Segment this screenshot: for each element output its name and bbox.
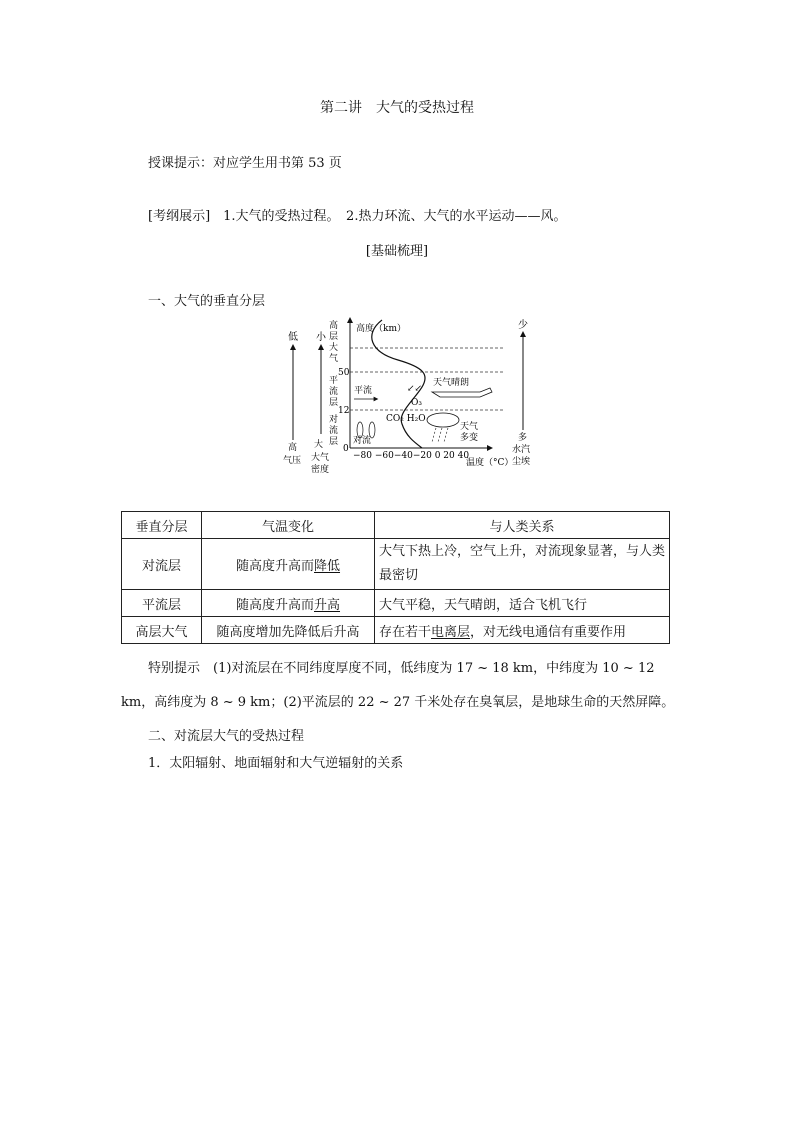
sun-rays-icon: ↙↙ — [407, 384, 423, 394]
syllabus-outline: [考纲展示] 1.大气的受热过程。 2.热力环流、大气的水平运动——风。 — [148, 209, 567, 224]
density-label-1: 大气 — [311, 453, 330, 463]
relation-underlined: 电离层 — [431, 624, 471, 640]
cell-layer: 对流层 — [122, 539, 202, 590]
x-axis-label: 温度（°C） — [466, 458, 514, 468]
layer-high-1: 高 — [329, 321, 339, 331]
layer-trop-1: 对 — [329, 415, 339, 425]
cell-temp — [202, 590, 375, 617]
tick-12: 12 — [338, 406, 350, 416]
label-sunny: 天气晴朗 — [433, 378, 470, 388]
layer-high-4: 气 — [329, 354, 339, 364]
density-large: 大 — [314, 440, 324, 450]
layer-high-3: 大 — [329, 343, 339, 353]
vapor-less: 少 — [518, 320, 528, 331]
special-note-line2: km，高纬度为 8 ~ 9 km；(2)平流层的 22 ~ 27 千米处存在臭氧层，是地球生命的天然屏障。 — [121, 695, 675, 710]
layer-high-2: 层 — [329, 332, 339, 342]
table-row — [122, 590, 670, 617]
rain-icon-2 — [438, 428, 442, 442]
rain-icon — [432, 428, 436, 442]
header-relation: 与人类关系 — [375, 512, 670, 539]
density-small: 小 — [316, 332, 326, 343]
label-pingliu: 平流 — [354, 386, 373, 396]
pressure-label: 气压 — [283, 456, 302, 466]
header-layer: 垂直分层 — [122, 512, 202, 539]
convection-icon-2 — [369, 422, 375, 438]
density-label-2: 密度 — [311, 465, 330, 475]
layer-strat-2: 流 — [329, 387, 339, 397]
atmosphere-layers-diagram — [280, 312, 540, 477]
label-co2-h2o: CO₂ H₂O — [386, 414, 426, 424]
cell-temp: 随高度增加先降低后升高 — [202, 617, 375, 644]
table-row — [122, 617, 670, 644]
y-axis-label: 高度（km） — [356, 324, 406, 334]
pressure-high: 高 — [288, 443, 298, 453]
header-temp: 气温变化 — [202, 512, 375, 539]
cell-relation — [375, 617, 670, 644]
airplane-icon — [432, 388, 492, 397]
x-ticks: −80 −60−40−20 0 20 40 — [353, 451, 470, 461]
relation-text-2: ，对无线电通信有重要作用 — [470, 624, 627, 640]
relation-text: 存在若干 — [379, 624, 432, 640]
cell-relation: 大气下热上冷，空气上升，对流现象显著，与人类最密切 — [375, 539, 670, 590]
tick-50: 50 — [338, 368, 350, 378]
heading-heating-process: 二、对流层大气的受热过程 — [148, 729, 305, 744]
cloud-icon — [427, 413, 459, 427]
label-weather-1: 天气 — [460, 422, 479, 432]
vapor-label-2: 尘埃 — [512, 457, 531, 467]
cell-layer: 高层大气 — [122, 617, 202, 644]
vapor-label-1: 水汽 — [512, 445, 531, 455]
lesson-hint: 授课提示：对应学生用书第 53 页 — [148, 156, 342, 171]
layers-table — [121, 511, 670, 644]
vapor-more: 多 — [518, 433, 528, 443]
temp-underlined: 降低 — [314, 558, 341, 574]
heading-vertical-layers: 一、大气的垂直分层 — [148, 294, 266, 309]
layer-strat-3: 层 — [329, 398, 339, 408]
subheading-radiation: 1．太阳辐射、地面辐射和大气逆辐射的关系 — [148, 756, 404, 771]
section-basic: [基础梳理] — [365, 244, 429, 259]
label-weather-2: 多变 — [460, 433, 479, 443]
cell-temp — [202, 539, 375, 590]
cell-relation: 大气平稳，天气晴朗，适合飞机飞行 — [375, 590, 670, 617]
layer-trop-3: 层 — [329, 437, 339, 447]
temp-text: 随高度升高而 — [235, 558, 314, 574]
layer-trop-2: 流 — [329, 426, 339, 436]
temp-underlined: 升高 — [314, 597, 341, 613]
pressure-low: 低 — [288, 332, 298, 343]
label-o3: O₃ — [411, 398, 422, 408]
special-note-line1: 特别提示 (1)对流层在不同纬度厚度不同，低纬度为 17 ~ 18 km，中纬度为 10 ~ 12 — [148, 661, 655, 676]
temp-text: 随高度升高而 — [235, 597, 314, 613]
layer-strat-1: 平 — [329, 376, 339, 386]
label-duiliu: 对流 — [353, 436, 372, 446]
table-row — [122, 539, 670, 590]
page-title: 第二讲 大气的受热过程 — [320, 100, 474, 116]
tick-0: 0 — [343, 444, 349, 454]
cell-layer: 平流层 — [122, 590, 202, 617]
rain-icon-3 — [444, 428, 448, 442]
